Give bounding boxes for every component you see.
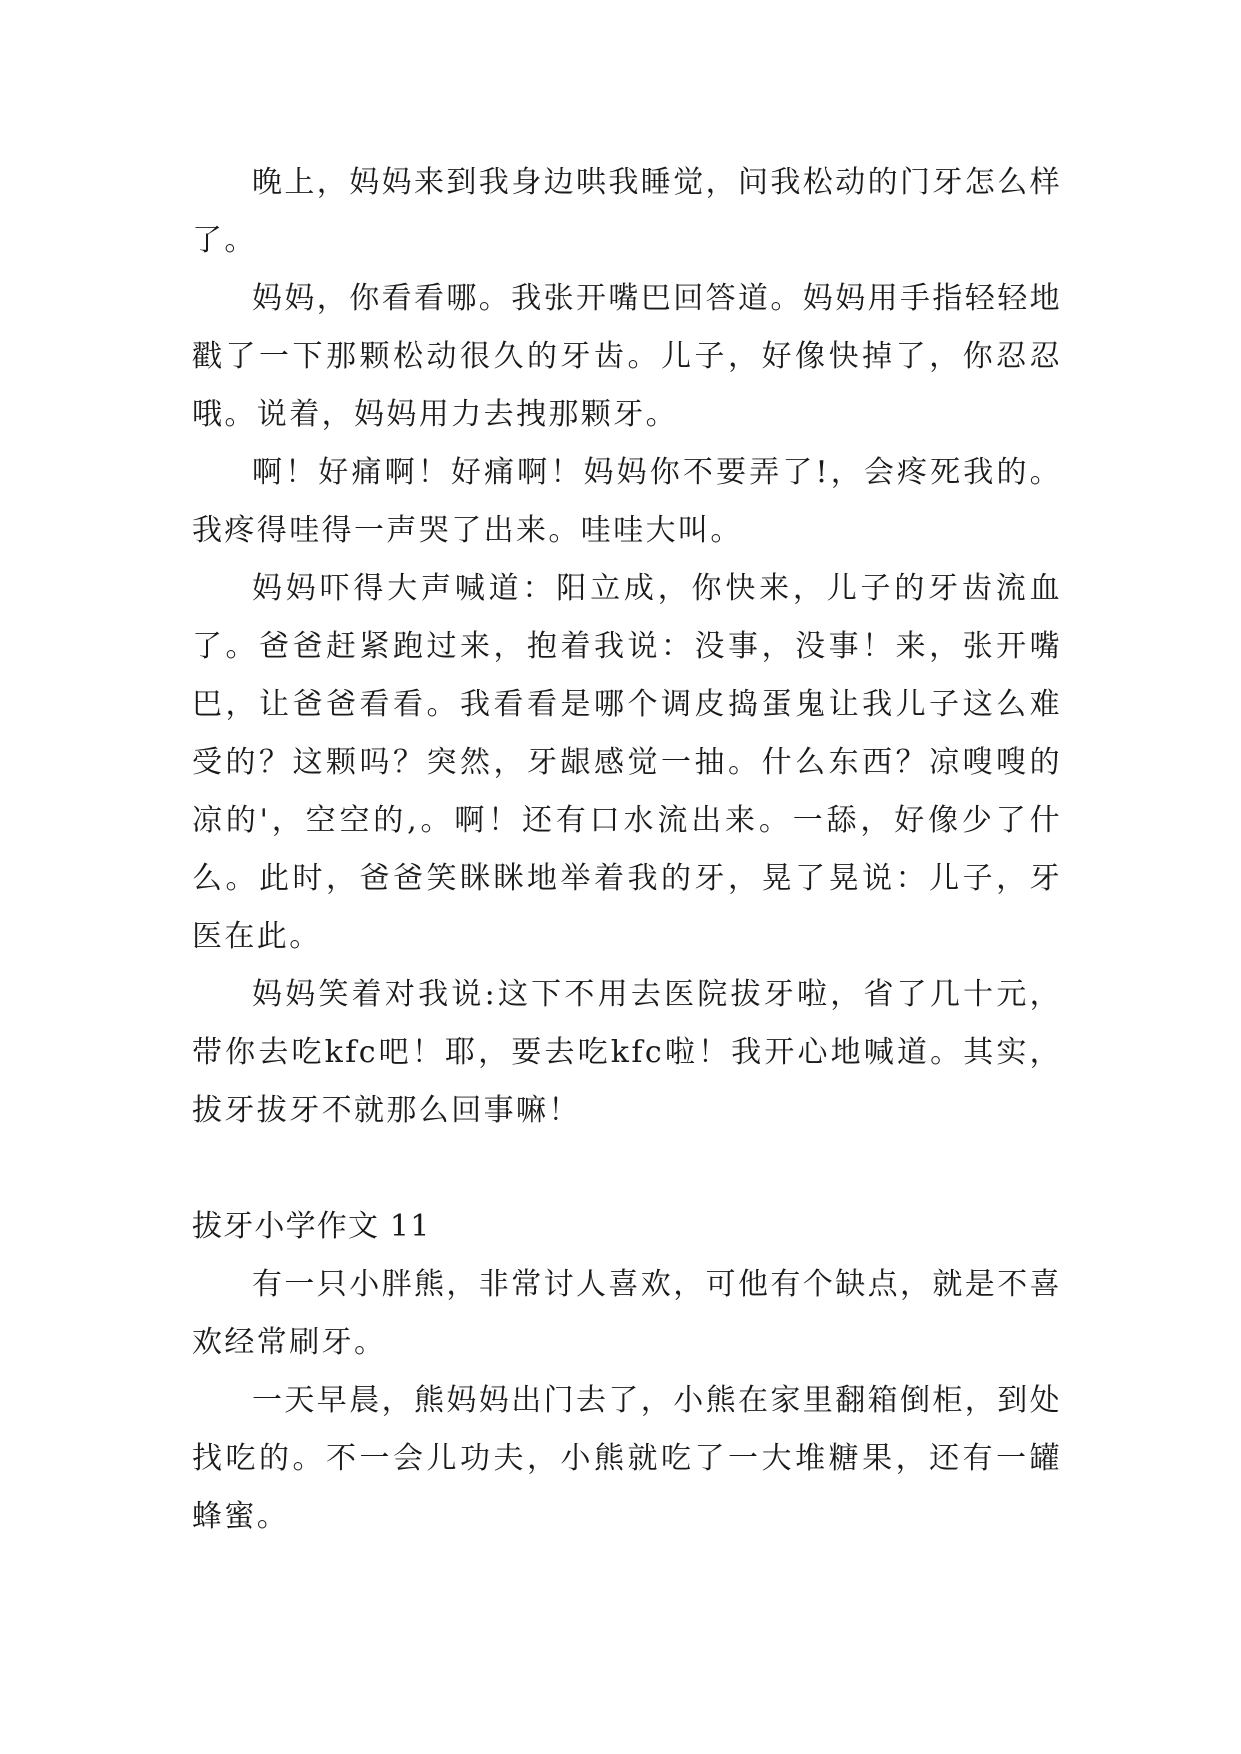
paragraph: 啊！好痛啊！好痛啊！妈妈你不要弄了!，会疼死我的。我疼得哇得一声哭了出来。哇哇大叫。 (192, 455, 1062, 548)
paragraph: 有一只小胖熊，非常讨人喜欢，可他有个缺点，就是不喜欢经常刷牙。 (192, 1267, 1062, 1360)
paragraph: 一天早晨，熊妈妈出门去了，小熊在家里翻箱倒柜，到处找吃的。不一会儿功夫，小熊就吃了一大堆糖果，还有一罐蜂蜜。 (192, 1383, 1062, 1534)
paragraph: 妈妈，你看看哪。我张开嘴巴回答道。妈妈用手指轻轻地戳了一下那颗松动很久的牙齿。儿子，好像快掉了，你忍忍哦。说着，妈妈用力去拽那颗牙。 (192, 281, 1062, 432)
paragraph: 晚上，妈妈来到我身边哄我睡觉，问我松动的门牙怎么样了。 (192, 165, 1062, 258)
document-body (192, 154, 1062, 1546)
section-title: 拔牙小学作文 11 (192, 1209, 431, 1244)
paragraph: 妈妈笑着对我说:这下不用去医院拔牙啦，省了几十元，带你去吃kfc吧！耶，要去吃kfc啦！我开心地喊道。其实，拔牙拔牙不就那么回事嘛！ (192, 977, 1062, 1128)
paragraph: 妈妈吓得大声喊道：阳立成，你快来，儿子的牙齿流血了。爸爸赶紧跑过来，抱着我说：没事，没事！来，张开嘴巴，让爸爸看看。我看看是哪个调皮捣蛋鬼让我儿子这么难受的？这颗吗？突然，牙龈感觉一抽。什么东西？凉嗖嗖的凉的'，空空的,。啊！还有口水流出来。一舔，好像少了什么。此时，爸爸笑眯眯地举着我的牙，晃了晃说：儿子，牙医在此。 (192, 571, 1062, 954)
